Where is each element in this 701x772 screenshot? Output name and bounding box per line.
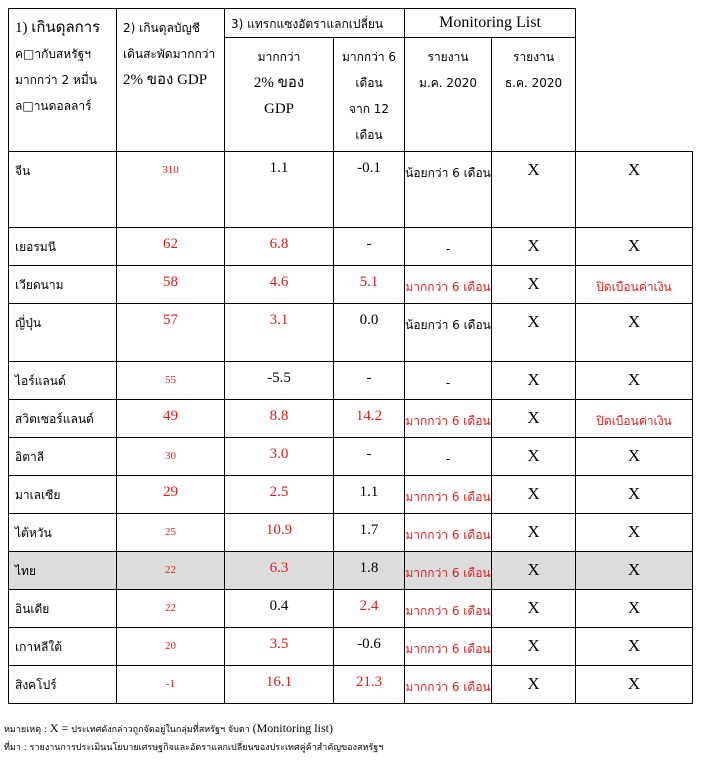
report-dec-cell: X [576,590,693,628]
fx-months-cell: - [405,438,492,476]
header-fx-gdp-line-2: 2% ของ [253,75,305,91]
table-row [9,552,693,590]
footnotes [4,719,383,757]
header-fx-intervention: 3) แทรกแซงอัตราแลกเปลี่ยน [225,9,405,38]
country-cell: มาเลเซีย [9,476,117,514]
header-report-jan [405,38,492,152]
trade-surplus-cell: 58 [117,266,225,304]
fx-months-cell: มากกว่า 6 เดือน [405,628,492,666]
fx-gdp-cell: - [334,362,405,400]
note-line [4,719,383,739]
trade-surplus-cell: 20 [117,628,225,666]
trade-surplus-cell: 55 [117,362,225,400]
fx-gdp-cell: 1.1 [334,476,405,514]
header-fx-months-line-1: มากกว่า 6 เดือน [341,50,397,90]
fx-months-cell: มากกว่า 6 เดือน [405,266,492,304]
fx-months-cell: - [405,228,492,266]
report-jan-cell: X [492,304,576,362]
report-jan-cell: X [492,590,576,628]
country-cell: เวียดนาม [9,266,117,304]
fx-months-cell: น้อยกว่า 6 เดือน [405,304,492,362]
header-fx-gdp [225,38,334,152]
report-jan-cell: X [492,228,576,266]
report-jan-cell: X [492,666,576,704]
report-jan-cell: X [492,266,576,304]
report-dec-cell: ปิดเบือนค่าเงิน [576,400,693,438]
source-line: ที่มา : รายงานการประเมินนโยบายเศรษฐกิจและอัตราแลกเปลี่ยนของประเทศคู่ค้าสำคัญของสหรัฐฯ [4,743,384,753]
note-english: (Monitoring list) [252,721,333,735]
header-report-jan-line-1: รายงาน [427,50,469,64]
country-cell: เกาหลีใต้ [9,628,117,666]
report-dec-cell: X [576,476,693,514]
header-trade-line-2: ค□ากับสหรัฐฯ [15,47,92,61]
country-cell: อิตาลี [9,438,117,476]
country-cell: ไต้หวัน [9,514,117,552]
report-jan-cell: X [492,152,576,228]
note-x: X = [49,721,72,735]
trade-surplus-cell: 22 [117,590,225,628]
header-fx-gdp-line-1: มากกว่า [257,50,301,64]
table-row [9,400,693,438]
fx-months-cell: มากกว่า 6 เดือน [405,400,492,438]
report-jan-cell: X [492,362,576,400]
fx-gdp-cell: 2.4 [334,590,405,628]
trade-surplus-cell: 25 [117,514,225,552]
fx-months-cell: มากกว่า 6 เดือน [405,590,492,628]
current-account-cell: 8.8 [225,400,334,438]
table-row [9,590,693,628]
table-row [9,438,693,476]
header-trade-line-3: มากกว่า 2 หมื่น [15,73,97,87]
fx-gdp-cell: 21.3 [334,666,405,704]
header-current-account [117,9,225,152]
report-dec-cell: X [576,628,693,666]
current-account-cell: 10.9 [225,514,334,552]
table-row [9,666,693,704]
current-account-cell: -5.5 [225,362,334,400]
table-row [9,304,693,362]
current-account-cell: 3.5 [225,628,334,666]
report-dec-cell: X [576,304,693,362]
trade-surplus-cell: 22 [117,552,225,590]
fx-gdp-cell: 14.2 [334,400,405,438]
trade-surplus-cell: 49 [117,400,225,438]
header-trade-surplus [9,9,117,152]
report-dec-cell: X [576,228,693,266]
fx-gdp-cell: 5.1 [334,266,405,304]
fx-gdp-cell: - [334,438,405,476]
trade-surplus-cell: -1 [117,666,225,704]
report-dec-cell: X [576,552,693,590]
fx-months-cell: - [405,362,492,400]
fx-months-cell: มากกว่า 6 เดือน [405,514,492,552]
table-row [9,514,693,552]
header-report-dec [492,38,576,152]
fx-months-cell: มากกว่า 6 เดือน [405,552,492,590]
country-cell: สวิตเซอร์แลนด์ [9,400,117,438]
fx-months-cell: น้อยกว่า 6 เดือน [405,152,492,228]
report-dec-cell: X [576,666,693,704]
fx-gdp-cell: -0.6 [334,628,405,666]
country-cell: ญี่ปุ่น [9,304,117,362]
report-jan-cell: X [492,514,576,552]
header-fx-gdp-line-3: GDP [263,101,294,117]
fx-months-cell: มากกว่า 6 เดือน [405,476,492,514]
current-account-cell: 3.0 [225,438,334,476]
header-current-line-2: เดินสะพัดมากกว่า [123,47,216,61]
table-row [9,228,693,266]
current-account-cell: 6.8 [225,228,334,266]
report-dec-cell: X [576,362,693,400]
current-account-cell: 6.3 [225,552,334,590]
fx-gdp-cell: - [334,228,405,266]
current-account-cell: 2.5 [225,476,334,514]
country-cell: ไอร์แลนด์ [9,362,117,400]
current-account-cell: 0.4 [225,590,334,628]
header-trade-line-4: ล□านดอลลาร์ [15,99,92,113]
header-report-jan-line-2: ม.ค. 2020 [419,76,477,90]
current-account-cell: 4.6 [225,266,334,304]
note-prefix: หมายเหตุ : [4,725,50,735]
report-jan-cell: X [492,552,576,590]
fx-gdp-cell: 1.7 [334,514,405,552]
trade-surplus-cell: 57 [117,304,225,362]
report-jan-cell: X [492,438,576,476]
fx-gdp-cell: 0.0 [334,304,405,362]
header-report-dec-line-2: ธ.ค. 2020 [504,76,563,90]
header-report-dec-line-1: รายงาน [513,50,555,64]
header-current-line-1: 2) เกินดุลบัญชี [123,21,200,35]
report-jan-cell: X [492,400,576,438]
trade-surplus-cell: 310 [117,152,225,228]
country-cell: ไทย [9,552,117,590]
current-account-cell: 16.1 [225,666,334,704]
header-fx-months [334,38,405,152]
current-account-cell: 3.1 [225,304,334,362]
header-monitoring-list: Monitoring List [405,9,576,38]
trade-surplus-cell: 30 [117,438,225,476]
table-row [9,152,693,228]
report-dec-cell: ปิดเบือนค่าเงิน [576,266,693,304]
fx-gdp-cell: 1.8 [334,552,405,590]
note-text: ประเทศดังกล่าวถูกจัดอยู่ในกลุ่มที่สหรัฐฯ จับตา [71,725,253,735]
table-row [9,266,693,304]
table-row [9,628,693,666]
country-cell: เยอรมนี [9,228,117,266]
trade-surplus-cell: 29 [117,476,225,514]
fx-gdp-cell: -0.1 [334,152,405,228]
report-dec-cell: X [576,438,693,476]
table-body [9,152,693,704]
table-row [9,476,693,514]
report-dec-cell: X [576,152,693,228]
table-row [9,362,693,400]
report-jan-cell: X [492,628,576,666]
fx-months-cell: มากกว่า 6 เดือน [405,666,492,704]
header-trade-line-1: 1) เกินดุลการ [15,20,101,36]
header-current-line-3: 2% ของ GDP [123,72,208,88]
country-cell: จีน [9,152,117,228]
trade-surplus-cell: 62 [117,228,225,266]
country-cell: สิงคโปร์ [9,666,117,704]
current-account-cell: 1.1 [225,152,334,228]
report-dec-cell: X [576,514,693,552]
report-jan-cell: X [492,476,576,514]
monitoring-table [8,8,693,704]
header-fx-months-line-2: จาก 12 เดือน [348,102,390,142]
country-cell: อินเดีย [9,590,117,628]
